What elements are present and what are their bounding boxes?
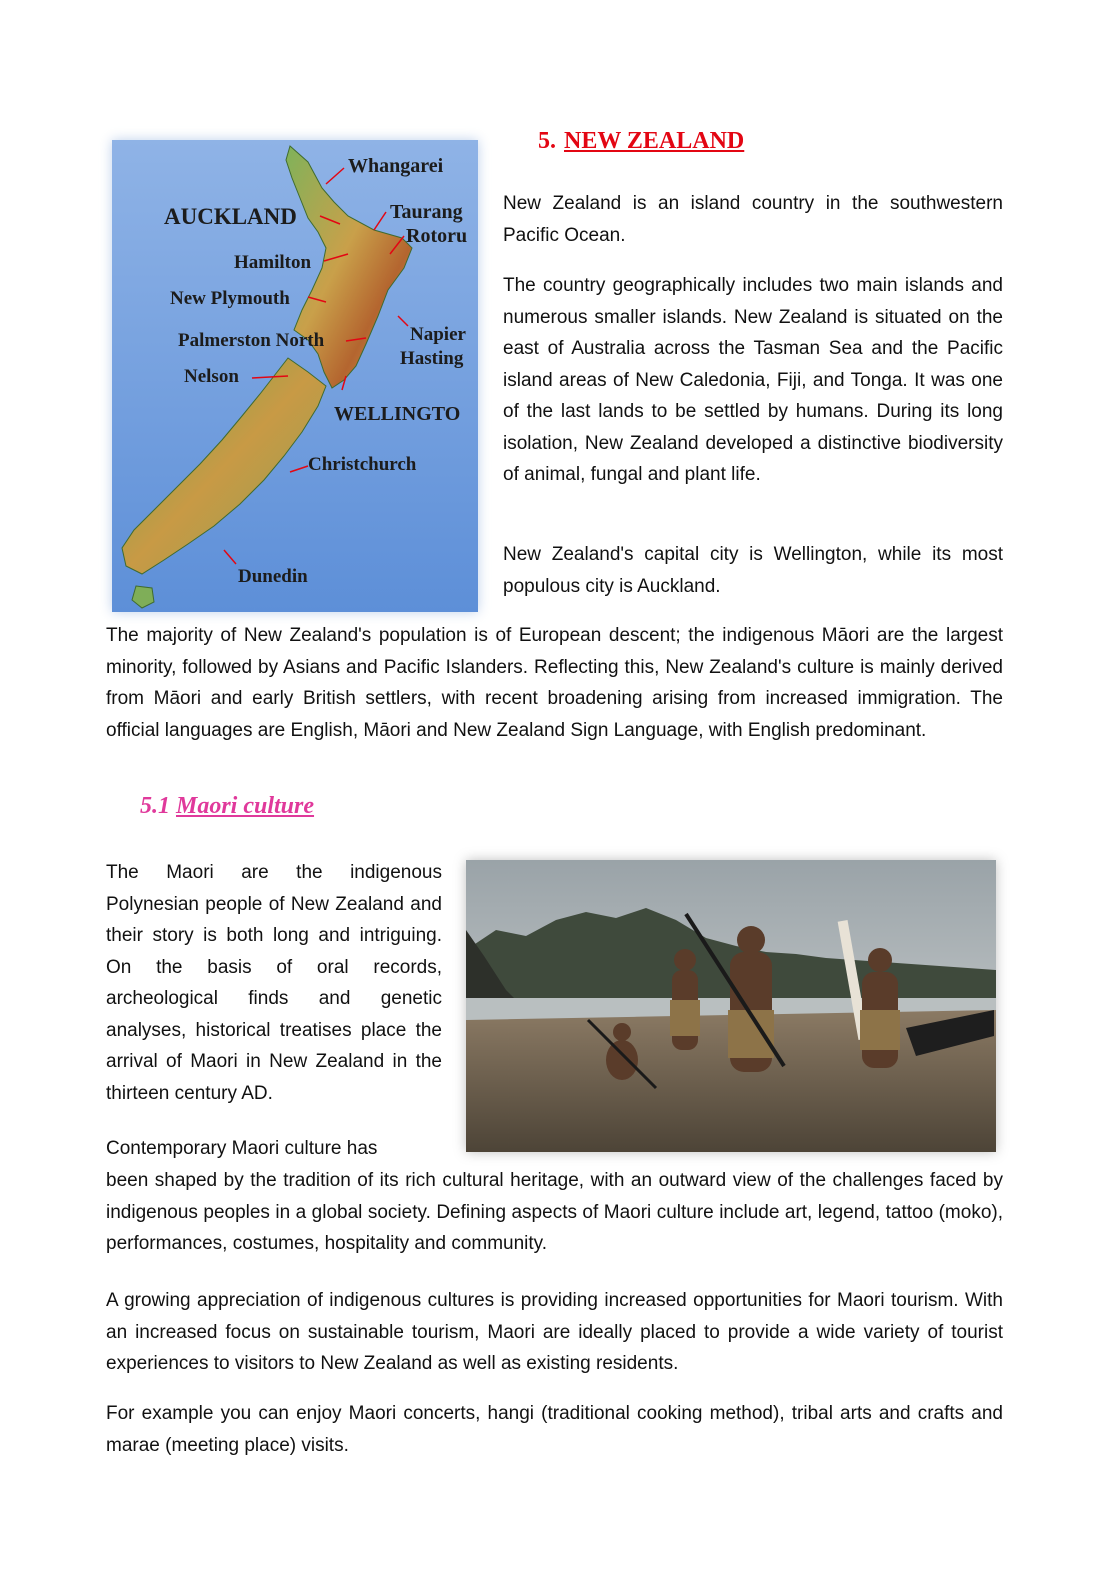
subsection-number: 5.1: [140, 793, 170, 819]
map-label-hamilton: Hamilton: [234, 252, 312, 273]
map-graphic: [112, 140, 478, 612]
map-label-wellington: WELLINGTO: [334, 403, 461, 425]
map-label-rotorua: Rotoru: [406, 225, 468, 247]
map-label-whangarei: Whangarei: [348, 155, 444, 177]
map-label-auckland: AUCKLAND: [164, 204, 297, 229]
maori-intro-column: [106, 857, 442, 1165]
population-paragraph: The majority of New Zealand's population is of European descent; the indigenous Māori are the largest minority, followed by Asians and Pacific Islanders. Reflecting this, New Zealand's culture is mainly derived from Māori and early British settlers, with recent broadening arising from increased immigration. The official languages are English, Māori and New Zealand Sign Language, with English predominant.: [106, 625, 1003, 741]
example-paragraph: For example you can enjoy Maori concerts, hangi (traditional cooking method), tribal arts and crafts and marae (meeting place) visits.: [106, 1403, 1003, 1456]
map-label-tauranga: Taurang: [390, 201, 463, 223]
photo-graphic: [466, 860, 996, 1152]
map-label-nelson: Nelson: [184, 366, 239, 387]
subsection-heading: [140, 793, 314, 820]
map-label-dunedin: Dunedin: [238, 566, 308, 587]
intro-paragraph-2: The country geographically includes two main islands and numerous smaller islands. New Zealand is situated on the east of Australia across the Tasman Sea and the Pacific island areas of New Caledonia, Fiji, and Tonga. It was one of the last lands to be settled by humans. During its long isolation, New Zealand developed a distinctive biodiversity of animal, fungal and plant life.: [503, 275, 1003, 485]
section-number: 5.: [538, 128, 556, 154]
map-label-christchurch: Christchurch: [308, 454, 417, 475]
section-heading: [538, 128, 744, 155]
new-zealand-map: [112, 140, 478, 612]
map-label-hastings: Hasting: [400, 348, 464, 369]
subsection-title: Maori culture: [176, 793, 315, 819]
contemporary-rest: been shaped by the tradition of its rich cultural heritage, with an outward view of the challenges faced by indigenous peoples in a global society. Defining aspects of Maori culture include art, legend, tattoo (moko), performances, costumes, hospitality and community.: [106, 1170, 1003, 1254]
tourism-paragraph: A growing appreciation of indigenous cultures is providing increased opportunities for Maori tourism. With an increased focus on sustainable tourism, Maori are ideally placed to provide a wide variety of tourist experiences to visitors to New Zealand as well as existing residents.: [106, 1290, 1003, 1374]
maori-intro-paragraph: The Maori are the indigenous Polynesian people of New Zealand and their story is both long and intriguing. On the basis of oral records, archeological finds and genetic analyses, historical treatises place the arrival of Maori in New Zealand in the thirteen century AD.: [106, 862, 442, 1104]
map-label-napier: Napier: [410, 324, 466, 345]
contemporary-start: Contemporary Maori culture has: [106, 1138, 378, 1159]
map-label-new-plymouth: New Plymouth: [170, 288, 290, 309]
intro-paragraph-3: New Zealand's capital city is Wellington, while its most populous city is Auckland.: [503, 544, 1003, 597]
intro-paragraph-1: New Zealand is an island country in the southwestern Pacific Ocean.: [503, 193, 1003, 246]
section-title: NEW ZEALAND: [564, 128, 745, 154]
maori-warriors-photo: [466, 860, 996, 1152]
map-label-palmerston-north: Palmerston North: [178, 330, 325, 351]
